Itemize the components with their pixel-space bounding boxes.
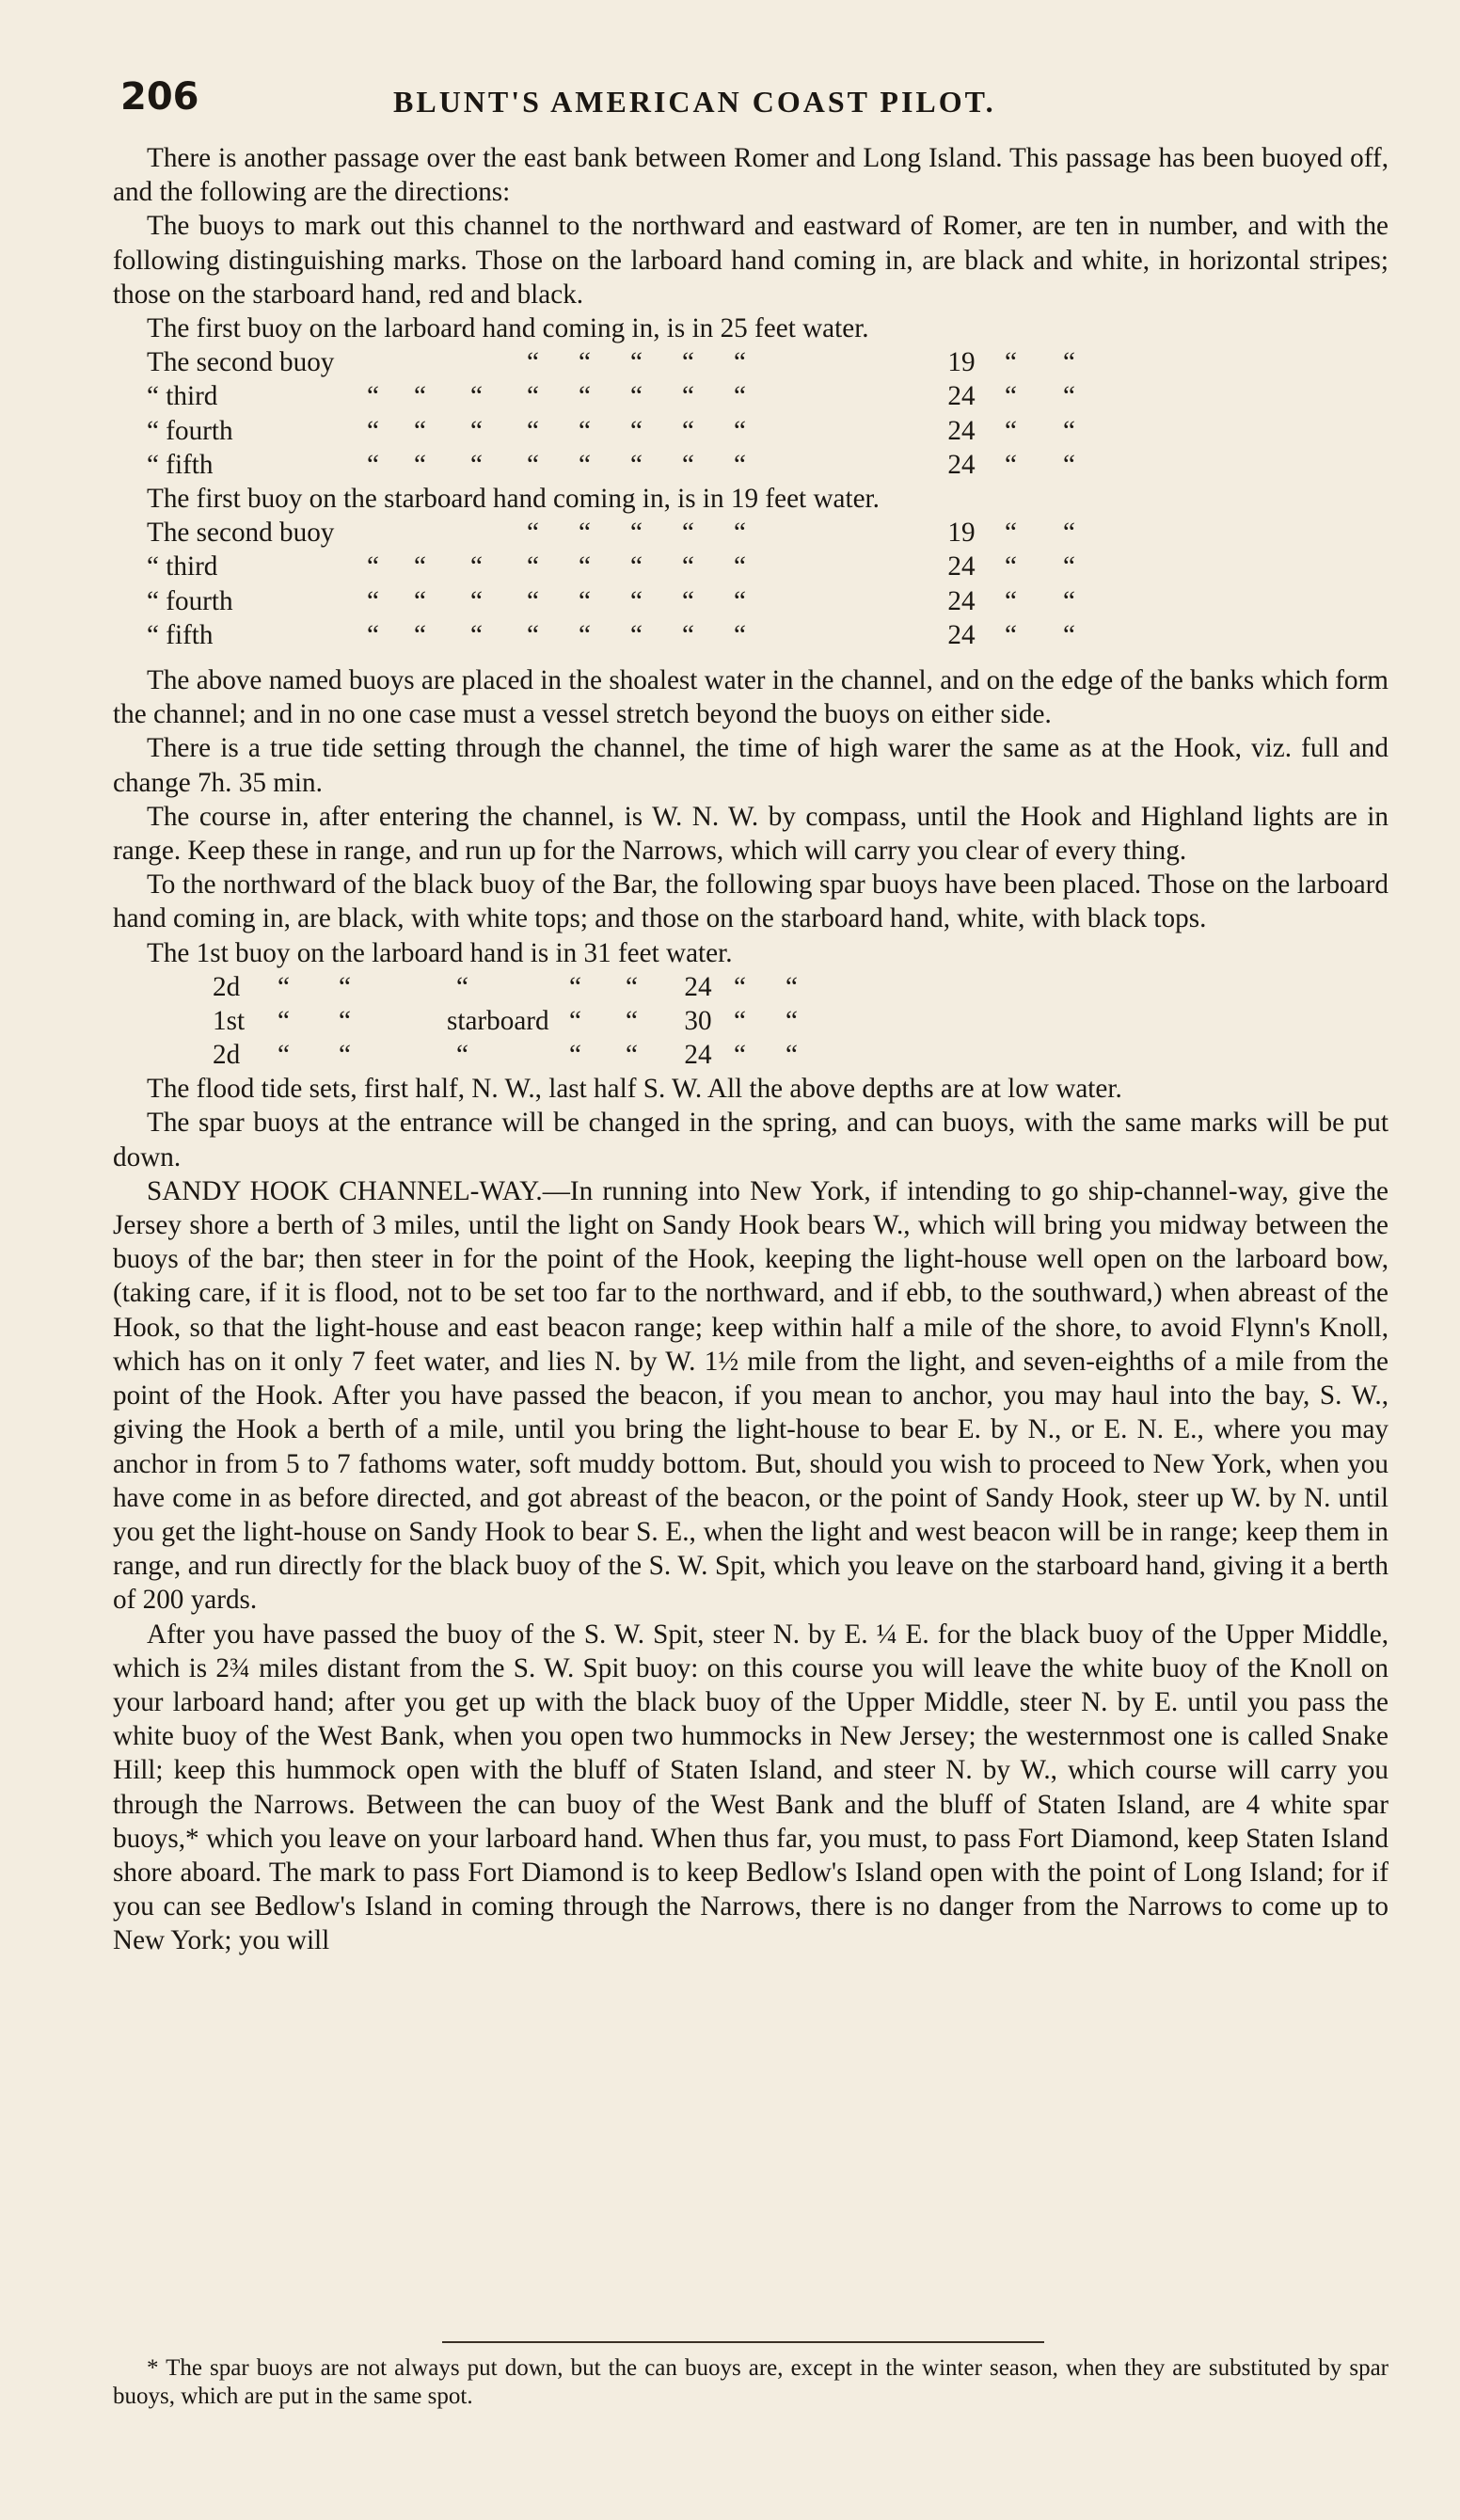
ditto-mark: “ <box>1063 381 1075 412</box>
ditto-mark: “ <box>1005 449 1017 480</box>
ditto-mark: “ <box>630 381 643 412</box>
table-row-text: The first buoy on the larboard hand coming in, is in 25 feet water. <box>147 313 869 344</box>
buoy-label: 2d <box>213 1040 241 1071</box>
ditto-mark: “ <box>579 381 591 412</box>
depth-value: 24 <box>947 551 976 582</box>
ditto-mark: “ <box>1063 347 1075 378</box>
ditto-mark: “ <box>734 619 746 650</box>
ditto-mark: “ <box>734 585 746 616</box>
table-row <box>113 482 1389 516</box>
ditto-mark: “ <box>682 347 694 378</box>
ditto-mark: “ <box>682 381 694 412</box>
footnote: * The spar buoys are not always put down, but the can buoys are, except in the winter season, when they are substituted by spar buoys, which are put in the same spot. <box>113 2355 1389 2409</box>
ditto-mark: “ <box>1063 619 1075 650</box>
ditto-mark: “ <box>734 551 746 582</box>
footnote-rule <box>442 2341 1044 2343</box>
ditto-mark: “ <box>630 518 643 549</box>
ditto-mark: “ <box>278 1040 290 1071</box>
paragraph: The above named buoys are placed in the shoalest water in the channel, and on the edge of the banks which form the channel; and in no one case must a vessel stretch beyond the buoys on either side. <box>113 664 1389 730</box>
buoy-label: 2d <box>213 971 241 1002</box>
ditto-mark: “ <box>470 415 483 446</box>
ditto-mark: “ <box>414 619 426 650</box>
ditto-mark: “ <box>630 619 643 650</box>
ditto-mark: “ <box>1063 551 1075 582</box>
ditto-mark: “ <box>626 971 638 1002</box>
table-row <box>113 936 1389 970</box>
buoy-label: 1st <box>213 1005 246 1036</box>
ditto-mark: “ <box>682 551 694 582</box>
ditto-mark: “ <box>367 415 379 446</box>
table-row <box>113 311 1389 345</box>
ditto-mark: “ <box>367 619 379 650</box>
ditto-mark: “ <box>1005 551 1017 582</box>
depth-value: 24 <box>947 381 976 412</box>
depth-value: 24 <box>947 449 976 480</box>
ditto-mark: “ <box>414 585 426 616</box>
ditto-mark: “ <box>734 381 746 412</box>
table-row <box>113 345 1389 379</box>
paragraph: There is a true tide setting through the channel, the time of high warer the same as at the Hook, viz. full and change 7h. 35 min. <box>113 733 1389 798</box>
table-row <box>113 414 1389 448</box>
ditto-mark: “ <box>786 1040 798 1071</box>
ditto-mark: “ <box>786 971 798 1002</box>
ditto-mark: “ <box>682 518 694 549</box>
ditto-mark: “ <box>626 1040 638 1071</box>
paragraph: The flood tide sets, first half, N. W., last half S. W. All the above depths are at low water. <box>147 1074 1122 1105</box>
ditto-mark: “ <box>1005 518 1017 549</box>
ditto-mark: “ <box>569 971 581 1002</box>
ditto-mark: “ <box>579 619 591 650</box>
ditto-mark: “ <box>367 381 379 412</box>
table-row <box>113 379 1389 413</box>
depth-value: 24 <box>947 619 976 650</box>
ditto-mark: “ <box>630 585 643 616</box>
ditto-mark: “ <box>339 971 351 1002</box>
ditto-mark: “ <box>630 347 643 378</box>
buoy-label: “ third <box>147 381 218 412</box>
buoy-label: “ third <box>147 551 218 582</box>
ditto-mark: “ <box>1063 585 1075 616</box>
table-row <box>113 516 1389 550</box>
section-sandy-hook-channel-way: SANDY HOOK CHANNEL-WAY.—In running into New York, if intending to go ship-channel-way, give the Jersey shore a berth of 3 miles, until the light on Sandy Hook bears W., which will bring you midway between the buoys of the bar; then steer in for the point of the Hook, keeping the light-house well open on the larboard bow, (taking care, if it is flood, not to be set too far to the northward, and if ebb, to the southward,) when abreast of the Hook, so that the light-house and east beacon range; keep within half a mile of the shore, to avoid Flynn's Knoll, which has on it only 7 feet water, and lies N. by W. 1½ mile from the light, and seven-eighths of a mile from the point of the Hook. After you have passed the beacon, if you mean to anchor, you may haul into the bay, S. W., giving the Hook a berth of a mile, until you bring the light-house to bear E. by N., or E. N. E., where you may anchor in from 5 to 7 fathoms water, soft muddy bottom. But, should you wish to proceed to New York, when you have come in as before directed, and got abreast of the beacon, or the point of Sandy Hook, steer up W. by N. until you get the light-house on Sandy Hook to bear S. E., when the light and west beacon will be in range; keep them in range, and run directly for the black buoy of the S. W. Spit, which you leave on the starboard hand, giving it a berth of 200 yards. <box>113 1175 1389 1616</box>
ditto-mark: “ <box>278 1005 290 1036</box>
buoy-depth-table <box>113 311 1389 652</box>
table-row <box>113 448 1389 482</box>
ditto-mark: “ <box>682 449 694 480</box>
ditto-mark: “ <box>1063 518 1075 549</box>
ditto-mark: “ <box>579 585 591 616</box>
ditto-mark: “ <box>527 551 539 582</box>
buoy-label: “ fifth <box>147 449 214 480</box>
depth-value: 19 <box>947 347 976 378</box>
ditto-mark: “ <box>414 551 426 582</box>
depth-value: 24 <box>947 585 976 616</box>
ditto-mark: “ <box>527 518 539 549</box>
page-body <box>113 141 1389 1958</box>
ditto-mark: “ <box>569 1005 581 1036</box>
ditto-mark: “ <box>682 619 694 650</box>
ditto-mark: “ <box>278 971 290 1002</box>
page-number: 206 <box>120 75 199 119</box>
ditto-mark: “ <box>579 518 591 549</box>
side-label: starboard <box>447 1005 549 1036</box>
buoy-label: The second buoy <box>147 518 335 549</box>
spar-buoy-table <box>113 936 1389 1073</box>
table-row <box>113 550 1389 583</box>
ditto-mark: “ <box>786 1005 798 1036</box>
paragraph: To the northward of the black buoy of the Bar, the following spar buoys have been placed. Those on the larboard hand coming in, are black, with white tops; and those on the starboard hand, white, with black tops. <box>113 869 1389 934</box>
ditto-mark: “ <box>630 449 643 480</box>
ditto-mark: “ <box>339 1005 351 1036</box>
ditto-mark: “ <box>734 1040 746 1071</box>
ditto-mark: “ <box>579 449 591 480</box>
ditto-mark: “ <box>1005 619 1017 650</box>
ditto-mark: “ <box>456 971 468 1002</box>
paragraph: There is another passage over the east bank between Romer and Long Island. This passage has been buoyed off, and the following are the directions: <box>113 143 1389 208</box>
ditto-mark: “ <box>367 449 379 480</box>
ditto-mark: “ <box>470 551 483 582</box>
ditto-mark: “ <box>682 415 694 446</box>
running-title: BLUNT'S AMERICAN COAST PILOT. <box>393 85 996 119</box>
ditto-mark: “ <box>527 381 539 412</box>
ditto-mark: “ <box>734 1005 746 1036</box>
table-row <box>113 1004 1389 1038</box>
ditto-mark: “ <box>339 1040 351 1071</box>
ditto-mark: “ <box>1005 415 1017 446</box>
ditto-mark: “ <box>734 347 746 378</box>
depth-value: 19 <box>947 518 976 549</box>
ditto-mark: “ <box>1005 585 1017 616</box>
depth-value: 24 <box>947 415 976 446</box>
ditto-mark: “ <box>470 619 483 650</box>
paragraph: After you have passed the buoy of the S. W. Spit, steer N. by E. ¼ E. for the black buoy of the Upper Middle, which is 2¾ miles distant from the S. W. Spit buoy: on this course you will leave the white buoy of the Knoll on your larboard hand; after you get up with the black buoy of the Upper Middle, steer N. by E. until you pass the white buoy of the West Bank, when you open two hummocks in New Jersey; the westernmost one is called Snake Hill; keep this hummock open with the bluff of Staten Island, and steer N. by W., which course will carry you through the Narrows. Between the can buoy of the West Bank and the bluff of Staten Island, are 4 white spar buoys,* which you leave on your larboard hand. When thus far, you must, to pass Fort Diamond, keep Staten Island shore aboard. The mark to pass Fort Diamond is to keep Bedlow's Island open with the point of Long Island; for if you can see Bedlow's Island in coming through the Narrows, there is no danger from the Narrows to come up to New York; you will <box>113 1619 1389 1956</box>
table-row <box>113 618 1389 652</box>
ditto-mark: “ <box>470 585 483 616</box>
ditto-mark: “ <box>527 619 539 650</box>
paragraph: The course in, after entering the channel, is W. N. W. by compass, until the Hook and Highland lights are in range. Keep these in range, and run up for the Narrows, which will carry you clear of every thing. <box>113 801 1389 866</box>
ditto-mark: “ <box>734 971 746 1002</box>
ditto-mark: “ <box>630 415 643 446</box>
buoy-label: “ fifth <box>147 619 214 650</box>
table-row <box>113 584 1389 618</box>
table-row-text: The first buoy on the starboard hand coming in, is in 19 feet water. <box>147 483 880 514</box>
ditto-mark: “ <box>527 347 539 378</box>
buoy-label: “ fourth <box>147 585 233 616</box>
table-row-text: The 1st buoy on the larboard hand is in 31 feet water. <box>147 937 733 968</box>
ditto-mark: “ <box>682 585 694 616</box>
depth-value: 24 <box>684 971 712 1002</box>
page-header <box>120 75 1381 132</box>
ditto-mark: “ <box>1005 347 1017 378</box>
buoy-label: The second buoy <box>147 347 335 378</box>
ditto-mark: “ <box>734 518 746 549</box>
ditto-mark: “ <box>626 1005 638 1036</box>
ditto-mark: “ <box>470 381 483 412</box>
depth-value: 24 <box>684 1040 712 1071</box>
ditto-mark: “ <box>470 449 483 480</box>
ditto-mark: “ <box>414 415 426 446</box>
ditto-mark: “ <box>734 449 746 480</box>
table-row <box>113 970 1389 1004</box>
ditto-mark: “ <box>1005 381 1017 412</box>
ditto-mark: “ <box>579 347 591 378</box>
buoy-label: “ fourth <box>147 415 233 446</box>
ditto-mark: “ <box>527 449 539 480</box>
paragraph: The spar buoys at the entrance will be changed in the spring, and can buoys, with the same marks will be put down. <box>113 1108 1389 1172</box>
ditto-mark: “ <box>367 585 379 616</box>
ditto-mark: “ <box>630 551 643 582</box>
ditto-mark: “ <box>579 551 591 582</box>
ditto-mark: “ <box>579 415 591 446</box>
ditto-mark: “ <box>367 551 379 582</box>
ditto-mark: “ <box>1063 415 1075 446</box>
ditto-mark: “ <box>456 1040 468 1071</box>
depth-value: 30 <box>684 1005 712 1036</box>
table-row <box>113 1038 1389 1072</box>
ditto-mark: “ <box>1063 449 1075 480</box>
ditto-mark: “ <box>414 449 426 480</box>
paragraph: The buoys to mark out this channel to the northward and eastward of Romer, are ten in number, and with the following distinguishing marks. Those on the larboard hand coming in, are black and white, in horizontal stripes; those on the starboard hand, red and black. <box>113 211 1389 310</box>
ditto-mark: “ <box>527 585 539 616</box>
ditto-mark: “ <box>569 1040 581 1071</box>
ditto-mark: “ <box>527 415 539 446</box>
ditto-mark: “ <box>734 415 746 446</box>
ditto-mark: “ <box>414 381 426 412</box>
